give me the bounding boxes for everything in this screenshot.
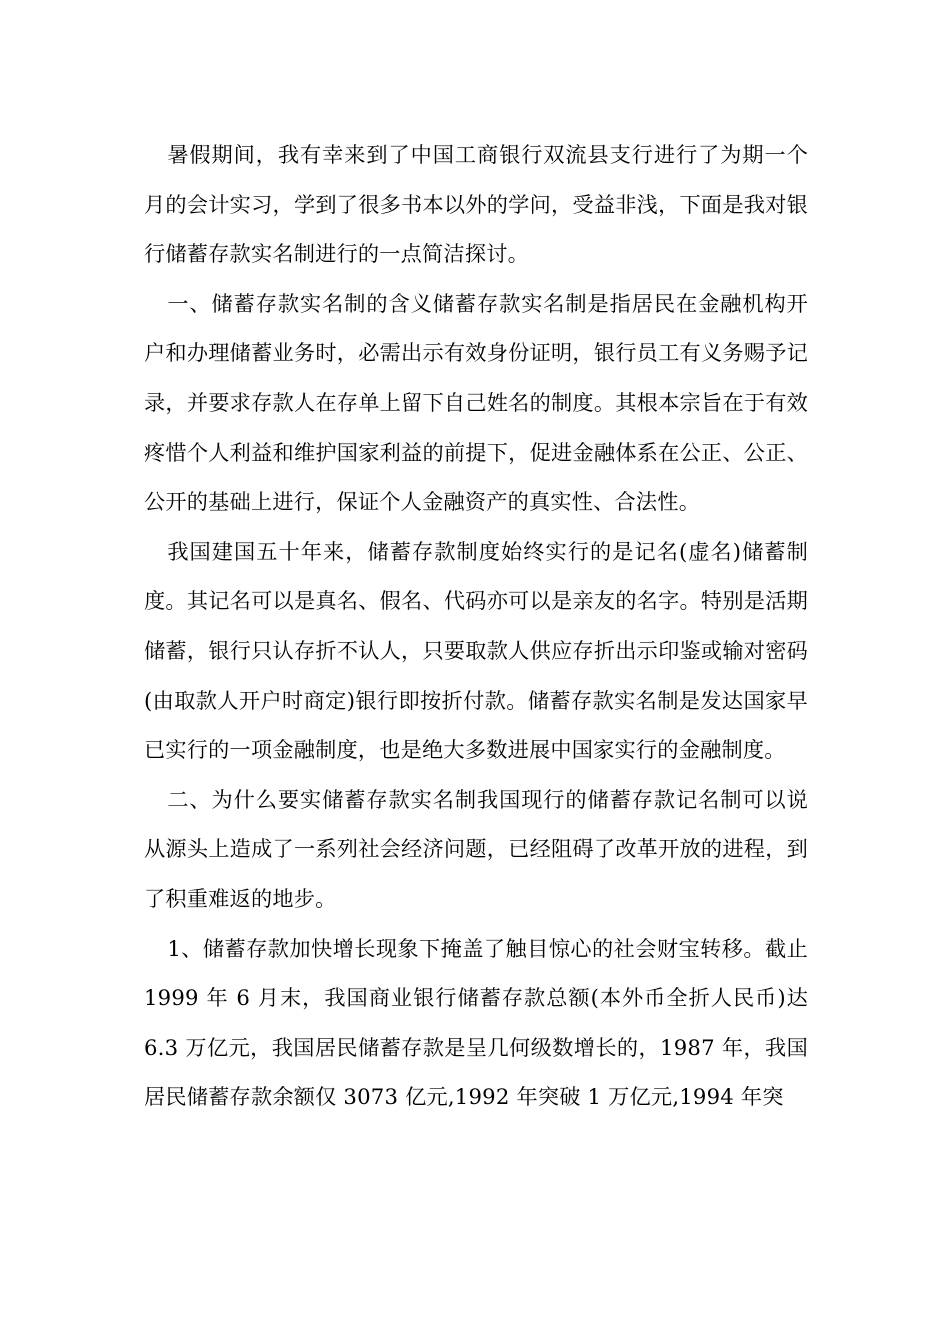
document-body [144, 130, 808, 1122]
paragraph-section-2: 二、为什么要实储蓄存款实名制我国现行的储蓄存款记名制可以说从源头上造成了一系列社会经济问题，已经阻碍了改革开放的进程，到了积重难返的地步。 [144, 786, 808, 911]
paragraph-point-1: 1、储蓄存款加快增长现象下掩盖了触目惊心的社会财宝转移。截止 1999 年 6 月末，我国商业银行储蓄存款总额(本外币全折人民币)达 6.3 万亿元，我国居民储蓄存款是呈几何级数增长的，1987 年，我国居民储蓄存款余额仅 3073 亿元,1992 年突破 1 万亿元,1994 年突 [144, 935, 808, 1110]
paragraph-section-1: 一、储蓄存款实名制的含义储蓄存款实名制是指居民在金融机构开户和办理储蓄业务时，必需出示有效身份证明，银行员工有义务赐予记录，并要求存款人在存单上留下自己姓名的制度。其根本宗旨在于有效疼惜个人利益和维护国家利益的前提下，促进金融体系在公正、公正、公开的基础上进行，保证个人金融资产的真实性、合法性。 [144, 290, 808, 515]
paragraph-history: 我国建国五十年来，储蓄存款制度始终实行的是记名(虚名)储蓄制度。其记名可以是真名、假名、代码亦可以是亲友的名字。特别是活期储蓄，银行只认存折不认人，只要取款人供应存折出示印鉴或输对密码(由取款人开户时商定)银行即按折付款。储蓄存款实名制是发达国家早已实行的一项金融制度，也是绝大多数进展中国家实行的金融制度。 [144, 538, 808, 763]
paragraph-intro: 暑假期间，我有幸来到了中国工商银行双流县支行进行了为期一个月的会计实习，学到了很多书本以外的学问，受益非浅，下面是我对银行储蓄存款实名制进行的一点简洁探讨。 [144, 142, 808, 267]
